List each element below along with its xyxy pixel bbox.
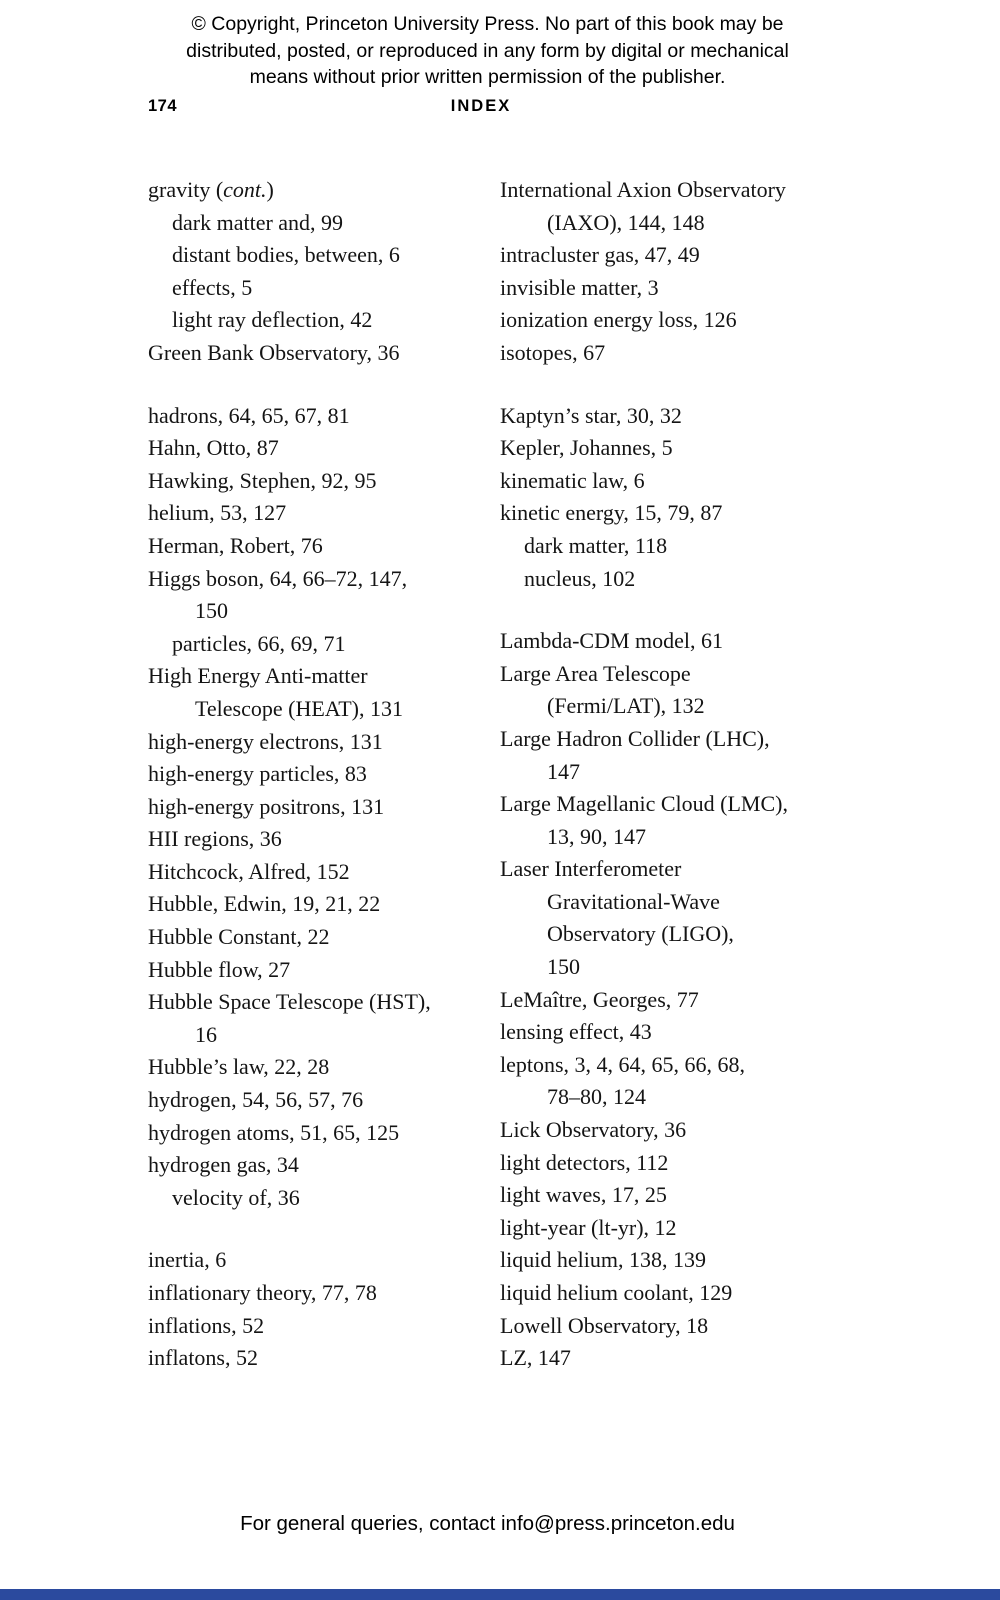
index-entry: distant bodies, between, 6 [172, 242, 400, 268]
index-entry: Lambda-CDM model, 61 [500, 628, 724, 654]
index-entry: dark matter, 118 [524, 532, 668, 558]
page-title: INDEX [450, 97, 512, 115]
index-entry: hydrogen gas, 34 [148, 1152, 299, 1178]
copyright-line: © Copyright, Princeton University Press. No part of this book may be [191, 13, 784, 35]
index-entry: inflations, 52 [148, 1312, 265, 1338]
copyright-line: means without prior written permission of the publisher. [249, 66, 726, 88]
index-entry: intracluster gas, 47, 49 [500, 242, 700, 268]
index-entry: liquid helium coolant, 129 [500, 1280, 733, 1305]
index-entry: LeMaître, Georges, 77 [500, 986, 699, 1012]
index-entry: ionization energy loss, 126 [500, 307, 737, 333]
index-entry: Observatory (LIGO), [547, 921, 734, 947]
index-entry: effects, 5 [172, 274, 253, 300]
index-entry: leptons, 3, 4, 64, 65, 66, 68, [500, 1051, 746, 1077]
index-entry: inflatons, 52 [148, 1345, 258, 1371]
running-header [0, 97, 1000, 121]
index-entry: kinetic energy, 15, 79, 87 [500, 500, 723, 526]
copyright-line: distributed, posted, or reproduced in any form by digital or mechanical [186, 39, 789, 62]
index-entry: helium, 53, 127 [148, 500, 287, 526]
index-entry: Hubble, Edwin, 19, 21, 22 [148, 891, 381, 917]
index-entry: inflationary theory, 77, 78 [148, 1280, 377, 1305]
index-entry: Large Area Telescope [500, 660, 691, 686]
index-entry: inertia, 6 [148, 1247, 227, 1273]
index-entry: Hubble Space Telescope (HST), [148, 989, 431, 1015]
index-entry: high-energy positrons, 131 [148, 793, 385, 819]
index-entry: (Fermi/LAT), 132 [547, 693, 705, 719]
footer-contact: For general queries, contact info@press.princeton.edu [240, 1512, 735, 1535]
index-entry: velocity of, 36 [172, 1184, 300, 1210]
index-entry: kinematic law, 6 [500, 467, 645, 493]
page-number: 174 [148, 97, 178, 115]
index-entry: high-energy particles, 83 [148, 761, 367, 787]
index-entry: Lick Observatory, 36 [500, 1117, 687, 1143]
index-entry: Large Magellanic Cloud (LMC), [500, 791, 788, 817]
index-entry: particles, 66, 69, 71 [172, 630, 346, 656]
index-entry: hydrogen atoms, 51, 65, 125 [148, 1119, 400, 1145]
index-entry: Hawking, Stephen, 92, 95 [148, 467, 377, 493]
index-column-right [500, 174, 860, 1375]
index-entry: high-energy electrons, 131 [148, 728, 383, 754]
index-entry: light detectors, 112 [500, 1149, 669, 1175]
index-entry: 150 [547, 954, 580, 980]
index-entry: Herman, Robert, 76 [148, 532, 323, 558]
index-entry: International Axion Observatory [500, 177, 786, 202]
index-entry: Telescope (HEAT), 131 [195, 695, 404, 721]
bottom-bar [0, 1589, 1000, 1600]
index-entry: Hahn, Otto, 87 [148, 435, 279, 461]
index-entry: HII regions, 36 [148, 826, 282, 852]
index-entry: LZ, 147 [500, 1345, 571, 1371]
index-entry: light-year (lt-yr), 12 [500, 1214, 677, 1240]
index-entry: Hubble Constant, 22 [148, 924, 330, 950]
index-entry: (IAXO), 144, 148 [547, 209, 705, 235]
index-entry: Kepler, Johannes, 5 [500, 435, 673, 461]
index-entry: 78–80, 124 [547, 1084, 646, 1110]
index-entry: Lowell Observatory, 18 [500, 1312, 709, 1338]
index-entry: 16 [195, 1021, 217, 1047]
index-entry: Hubble’s law, 22, 28 [148, 1054, 330, 1080]
index-entry: High Energy Anti-matter [148, 663, 368, 689]
index-entry: light ray deflection, 42 [172, 307, 373, 333]
index-entry: invisible matter, 3 [500, 274, 659, 300]
index-entry: Green Bank Observatory, 36 [148, 339, 400, 365]
index-entry: Hitchcock, Alfred, 152 [148, 858, 350, 884]
index-entry: gravity (cont.) [148, 177, 274, 202]
index-entry: hadrons, 64, 65, 67, 81 [148, 402, 350, 428]
index-entry: nucleus, 102 [524, 565, 636, 591]
index-entry: Hubble flow, 27 [148, 956, 291, 982]
copyright-notice [0, 11, 975, 91]
index-entry: Kaptyn’s star, 30, 32 [500, 402, 682, 428]
index-entry: hydrogen, 54, 56, 57, 76 [148, 1087, 364, 1113]
index-entry: Laser Interferometer [500, 856, 682, 882]
index-entry: Higgs boson, 64, 66–72, 147, [148, 565, 408, 591]
index-entry: liquid helium, 138, 139 [500, 1247, 706, 1273]
index-entry: isotopes, 67 [500, 339, 606, 365]
index-entry: dark matter and, 99 [172, 209, 344, 235]
index-entry: 147 [547, 758, 580, 784]
index-entry: Large Hadron Collider (LHC), [500, 725, 770, 751]
index-entry: lensing effect, 43 [500, 1019, 652, 1045]
index-entry: 13, 90, 147 [547, 823, 646, 849]
index-entry: light waves, 17, 25 [500, 1182, 667, 1208]
index-entry: 150 [195, 598, 228, 624]
index-column-left [148, 174, 488, 1375]
index-entry: Gravitational-Wave [547, 888, 720, 914]
